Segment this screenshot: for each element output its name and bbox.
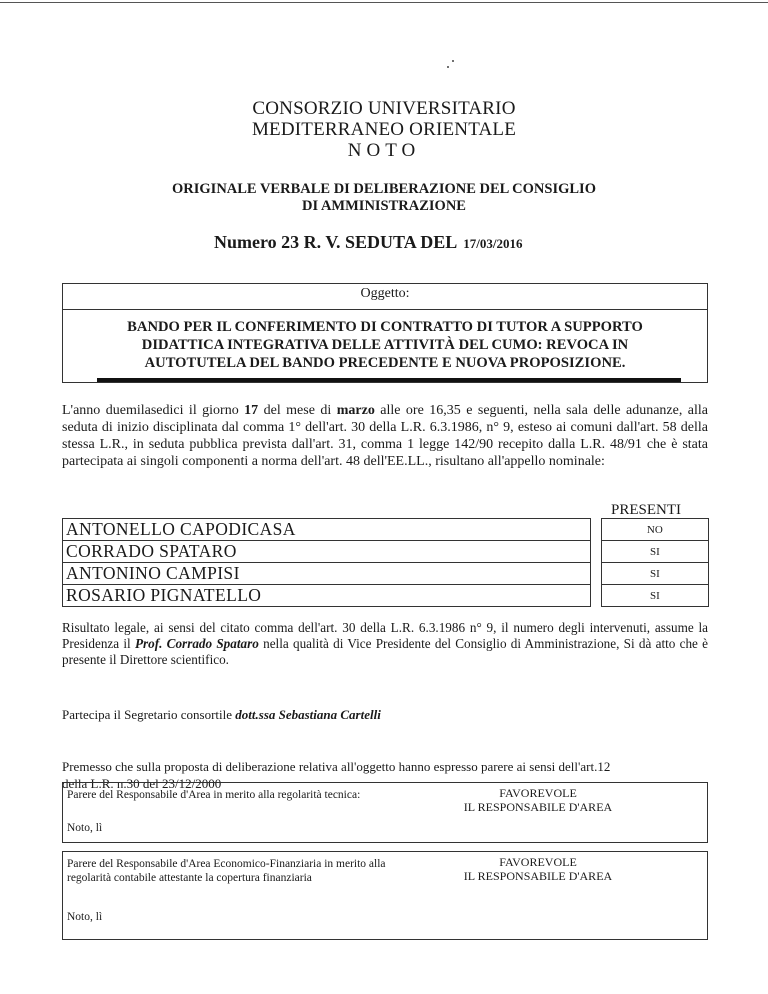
opinion-verdict: FAVOREVOLE (499, 786, 577, 800)
result-paragraph (62, 620, 708, 668)
cell-gap (590, 585, 601, 607)
org-line-1: CONSORZIO UNIVERSITARIO (252, 98, 516, 119)
premise-paragraph: Premesso che sulla proposta di deliberazione relativa all'oggetto hanno espresso parere ai sensi dell'art.12 della L.R. n.30 del 23/12/2000 (62, 759, 611, 791)
attendance-table (62, 518, 709, 607)
technical-opinion-box (62, 782, 708, 843)
top-rule (0, 2, 768, 3)
member-name: ANTONINO CAMPISI (63, 563, 591, 585)
session-label: Numero 23 R. V. SEDUTA DEL (214, 232, 458, 252)
result-text-1: Risultato legale, ai sensi del citato comma dell'art. 30 della L.R. 6.3.1986 n° 9, il numero degli intervenuti, assume la Presidenza il (62, 620, 708, 651)
president-name: Prof. Corrado Spataro (134, 636, 259, 651)
noto-date-label: Noto, lì (67, 822, 103, 834)
intro-text-2: del mese di (258, 403, 337, 418)
subject-divider (63, 309, 707, 310)
secretary-text: Partecipa il Segretario consortile (62, 707, 236, 722)
noto-date-label: Noto, lì (67, 911, 103, 923)
opinion-signature (393, 855, 683, 883)
cell-gap (590, 541, 601, 563)
session-date: 17/03/2016 (463, 236, 523, 251)
scan-speck (447, 66, 449, 68)
subject-line-3: AUTOTUTELA DEL BANDO PRECEDENTE E NUOVA PROPOSIZIONE. (144, 355, 626, 371)
table-row (63, 563, 709, 585)
opinion-text: Parere del Responsabile d'Area Economico-Finanziaria in merito alla regolarità contabile attestante la copertura finanziaria (67, 858, 386, 884)
opinion-signer: IL RESPONSABILE D'AREA (463, 869, 613, 883)
document-title-line-1: ORIGINALE VERBALE DI DELIBERAZIONE DEL CONSIGLIO (172, 181, 596, 197)
result-text-2: nella qualità di Vice Presidente del Consiglio di Amministrazione, Si dà atto che è presente il Direttore scientifico. (62, 636, 709, 667)
table-row (63, 585, 709, 607)
member-name: CORRADO SPATARO (63, 541, 591, 563)
subject-underline-bar (97, 378, 681, 382)
member-presence: NO (601, 519, 708, 541)
secretary-paragraph (62, 706, 708, 723)
intro-paragraph (62, 402, 708, 470)
cell-gap (590, 519, 601, 541)
financial-opinion-box (62, 851, 708, 940)
opinion-text: Parere del Responsabile d'Area in merito alla regolarità tecnica: (67, 789, 361, 801)
intro-text-1: L'anno duemilasedici il giorno (62, 403, 245, 418)
member-presence: SI (601, 585, 708, 607)
subject-text (63, 318, 707, 372)
intro-day: 17 (244, 403, 259, 418)
intro-text-3: alle ore 16,35 e seguenti, nella sala delle adunanze, alla seduta di inizio disciplinata dal comma 1° dell'art. 30 della L.R. 6.3.1986, n° 9, esteso ai comuni dall'art. 58 della stessa L.R., in seduta pubblica prevista dall'art. 31, comma 1 legge 142/90 recepito dalla L.R. 48/91 che è stata partecipata ai singoli componenti a norma dell'art. 48 dell'EE.LL., risultano all'appello nominale: (62, 403, 709, 469)
presenti-header: PRESENTI (611, 502, 682, 518)
member-presence: SI (601, 563, 708, 585)
org-line-2: MEDITERRANEO ORIENTALE (251, 119, 517, 140)
member-name: ROSARIO PIGNATELLO (63, 585, 591, 607)
opinion-verdict: FAVOREVOLE (499, 855, 577, 869)
opinion-signature (393, 786, 683, 814)
secretary-name: dott.ssa Sebastiana Cartelli (235, 707, 381, 722)
subject-line-2: DIDATTICA INTEGRATIVA DELLE ATTIVITÀ DEL CUMO: REVOCA IN (141, 337, 629, 353)
org-city: NOTO (347, 140, 421, 161)
scan-speck (452, 60, 454, 62)
subject-line-1: BANDO PER IL CONFERIMENTO DI CONTRATTO DI TUTOR A SUPPORTO (127, 319, 643, 335)
document-title-line-2: DI AMMINISTRAZIONE (302, 198, 466, 214)
table-row (63, 541, 709, 563)
opinion-signer: IL RESPONSABILE D'AREA (463, 800, 613, 814)
table-row (63, 519, 709, 541)
subject-label: Oggetto: (360, 286, 410, 301)
subject-box (62, 283, 708, 383)
member-presence: SI (601, 541, 708, 563)
cell-gap (590, 563, 601, 585)
member-name: ANTONELLO CAPODICASA (63, 519, 591, 541)
session-heading (214, 232, 522, 253)
intro-month: marzo (336, 403, 375, 418)
